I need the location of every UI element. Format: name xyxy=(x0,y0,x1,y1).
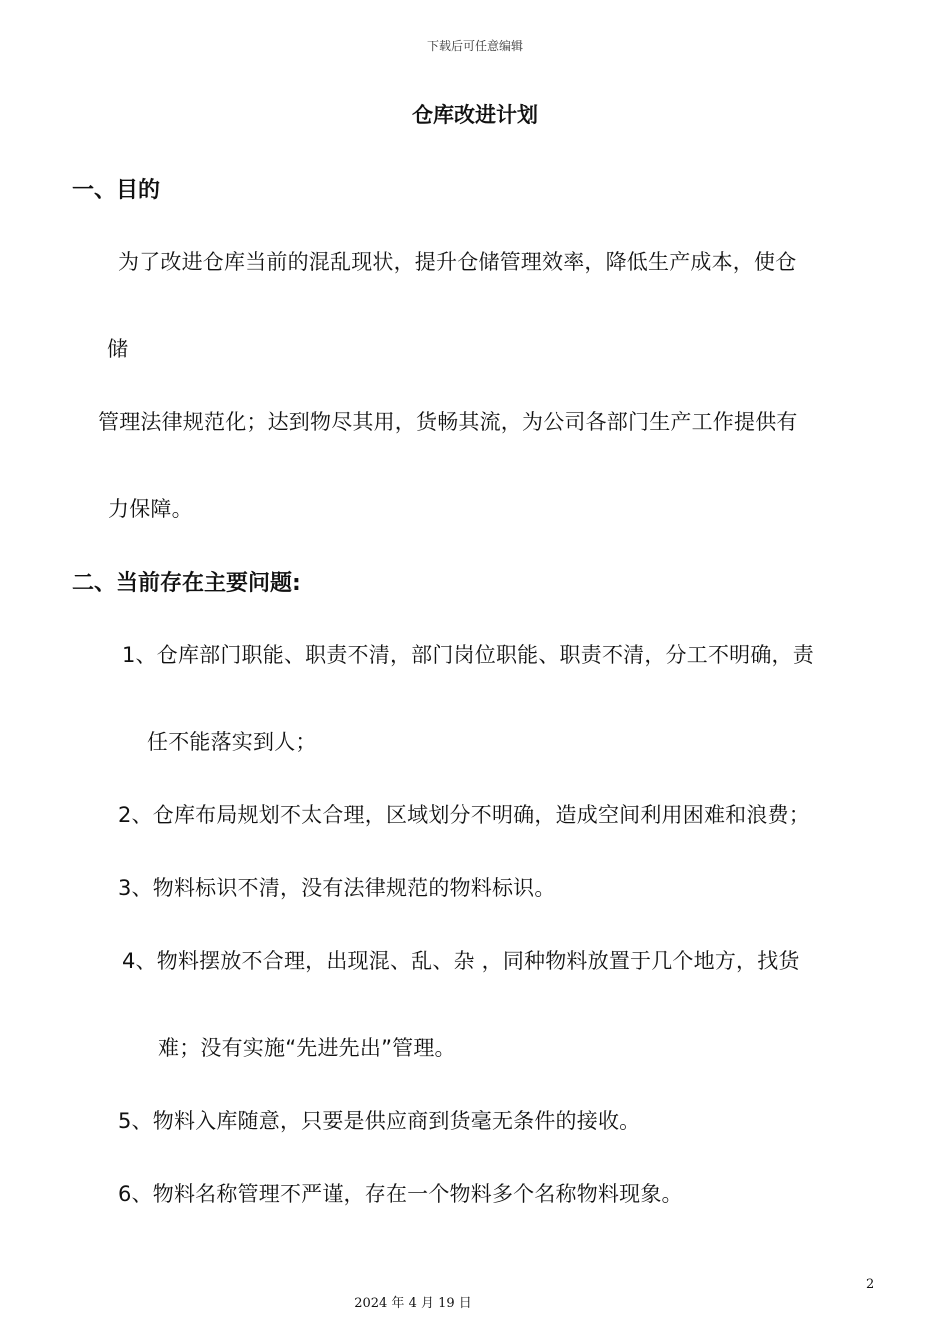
purpose-line-1: 为了改进仓库当前的混乱现状，提升仓储管理效率，降低生产成本，使仓 xyxy=(118,250,797,274)
document-title: 仓库改进计划 xyxy=(412,103,538,127)
problem-item-5: 5、物料入库随意，只要是供应商到货毫无条件的接收。 xyxy=(118,1109,641,1133)
section-heading-problems: 二、当前存在主要问题: xyxy=(72,571,301,596)
section-heading-purpose: 一、目的 xyxy=(72,178,161,203)
header-note: 下载后可任意编辑 xyxy=(426,39,523,53)
problem-item-1: 1、仓库部门职能、职责不清，部门岗位职能、职责不清，分工不明确，责 xyxy=(122,643,814,667)
problem-item-6: 6、物料名称管理不严谨，存在一个物料多个名称物料现象。 xyxy=(118,1182,683,1206)
purpose-line-4: 力保障。 xyxy=(108,497,193,521)
problem-item-4: 4、物料摆放不合理，出现混、乱、杂 ，同种物料放置于几个地方，找货 xyxy=(122,949,800,973)
page-number: 2 xyxy=(866,1277,875,1292)
footer-date: 2024 年 4 月 19 日 xyxy=(354,1296,472,1311)
purpose-line-2: 储 xyxy=(107,337,129,361)
purpose-line-3: 管理法律规范化；达到物尽其用，货畅其流，为公司各部门生产工作提供有 xyxy=(98,410,798,434)
problem-item-4-continued: 难；没有实施“先进先出”管理。 xyxy=(158,1036,456,1060)
problem-item-1-continued: 任不能落实到人； xyxy=(147,730,317,754)
problem-item-3: 3、物料标识不清，没有法律规范的物料标识。 xyxy=(118,876,556,900)
problem-item-2: 2、仓库布局规划不太合理，区域划分不明确，造成空间利用困难和浪费； xyxy=(118,803,810,827)
